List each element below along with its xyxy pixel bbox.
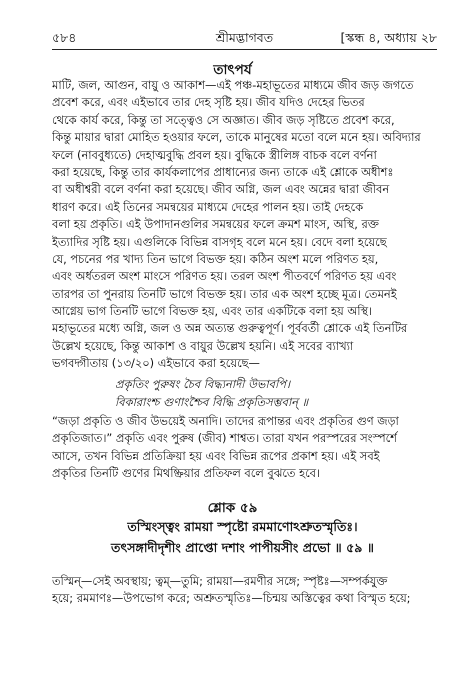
text-line: মাটি, জল, আগুন, বায়ু ও আকাশ—এই পঞ্চ-মহাভূতের মাধ্যমে জীব জড় জগতে <box>52 78 414 92</box>
text-line: প্রবেশ করে, এবং এইভাবে তার দেহ সৃষ্টি হয়। জীব যদিও দেহের ভিতর <box>52 95 365 110</box>
book-title: শ্রীমদ্ভাগবত <box>215 30 274 45</box>
synonym-line: তস্মিন্—সেই অবস্থায়; ত্বম্—তুমি; রাময়া—রমণীর সঙ্গে; স্পৃষ্টঃ—সম্পর্কযুক্ত <box>52 574 388 588</box>
word-synonyms <box>52 573 437 608</box>
text-line: করা হয়েছে, কিন্তু তার কার্যকলাপের প্রাধান্যের জন্য তাকে এই শ্লোকে অধীশঃ <box>52 164 394 179</box>
verse-heading: শ্লোক ৫৯ <box>207 500 258 516</box>
text-line: প্রকৃতির তিনটি গুণের মিথষ্ক্রিয়ার প্রতিফল বলে বুঝতে হবে। <box>52 466 321 481</box>
text-line: আসে, তখন বিভিন্ন প্রতিক্রিয়া হয় এবং বিভিন্ন রূপের প্রকাশ হয়। এই সবই <box>52 448 380 463</box>
text-line: ভগবদ্গীতায় (১৩/২০) এইভাবে করা হয়েছে— <box>52 356 260 371</box>
text-line: যে, পচনের পর খাদ্য তিন ভাগে বিভক্ত হয়। কঠিন অংশ মলে পরিণত হয়, <box>52 251 379 266</box>
text-line: ফলে (নাববুধ্যতে) দেহাত্মবুদ্ধি প্রবল হয়। বুদ্ধিকে স্ত্রীলিঙ্গ বাচক বলে বর্ণনা <box>52 147 377 162</box>
sanskrit-verse-line: তস্মিংস্ত্বং রাময়া স্পৃষ্টো রমমাণোঽশ্রুতস্মৃতিঃ। <box>127 519 358 534</box>
synonym-line: হয়ে; রমমাণঃ—উপভোগ করে; অশ্রুতস্মৃতিঃ—চিন্ময় অস্তিত্বের কথা বিস্মৃত হয়ে; <box>52 591 411 606</box>
text-line: বা অধীশ্বরী বলে বর্ণনা করা হয়েছে। জীব অগ্নি, জল এবং অন্নের দ্বারা জীবন <box>52 182 390 197</box>
text-line: থেকে কার্য করে, কিন্তু তা সত্ত্বেও সে অজ্ঞাত। জীব জড় সৃষ্টিতে প্রবেশ করে, <box>52 112 395 127</box>
text-line: ইত্যাদির সৃষ্টি হয়। এগুলিকে বিভিন্ন বাসগৃহ বলে মনে হয়। বেদে বলা হয়েছে <box>52 234 387 249</box>
purport-paragraph <box>52 77 437 373</box>
page-number: ৫৮৪ <box>52 30 77 45</box>
page-header <box>52 30 437 50</box>
text-line: উল্লেখ হয়েছে, কিন্তু আকাশ ও বায়ুর উল্লেখ হয়নি। এই সবের ব্যাখ্যা <box>52 338 354 353</box>
text-line: এবং অর্ধতরল অংশ মাংসে পরিণত হয়। তরল অংশ পীতবর্ণে পরিণত হয় এবং <box>52 269 397 284</box>
text-line: মহাভূতের মধ্যে অগ্নি, জল ও অন্ন অত্যন্ত গুরুত্বপূর্ণ। পূর্ববর্তী শ্লোকে এই তিনটির <box>52 321 408 336</box>
text-line: “জড়া প্রকৃতি ও জীব উভয়েই অনাদি। তাদের রূপান্তর এবং প্রকৃতির গুণ জড়া <box>52 414 399 428</box>
sanskrit-verse-line: তৎসঙ্গাদীদৃশীং প্রাপ্তো দশাং পাপীয়সীং প্রভো ॥ ৫৯ ॥ <box>111 540 374 555</box>
section-title: তাৎপর্য <box>213 62 252 78</box>
header-divider <box>52 49 437 50</box>
canto-chapter-reference: [স্কন্ধ ৪, অধ্যায় ২৮ <box>340 30 437 45</box>
text-line: ধারণ করে। এই তিনের সমন্বয়ের মাধ্যমে দেহের পালন হয়। তাই দেহকে <box>52 199 364 214</box>
text-line: কিন্তু মায়ার দ্বারা মোহিত হওয়ার ফলে, তাকে মানুষের মতো বলে মনে হয়। অবিদ্যার <box>52 130 421 145</box>
text-line: তারপর তা পুনরায় তিনটি ভাগে বিভক্ত হয়। তার এক অংশ হচ্ছে মূত্র। তেমনই <box>52 286 397 301</box>
text-line: প্রকৃতিজাত।” প্রকৃতি এবং পুরুষ (জীব) শাশ্বত। তারা যখন পরস্পরের সংস্পর্শে <box>52 431 397 446</box>
gita-quote-line: বিকারাংশ্চ গুণাংশ্চৈব বিদ্ধি প্রকৃতিসম্ভবান্ ॥ <box>115 395 309 409</box>
text-line: আগ্নেয় ভাগ তিনটি ভাগে বিভক্ত হয়, এবং তার একটিকে বলা হয় অস্থি। <box>52 304 373 319</box>
text-line: বলা হয় প্রকৃতি। এই উপাদানগুলির সমন্বয়ের ফলে ক্রমশ মাংস, অস্থি, রক্ত <box>52 217 379 232</box>
gita-quote-line: প্রকৃতিং পুরুষং চৈব বিদ্ধ্যনাদী উভাবপি। <box>115 377 291 391</box>
purport-paragraph-2 <box>52 413 437 483</box>
